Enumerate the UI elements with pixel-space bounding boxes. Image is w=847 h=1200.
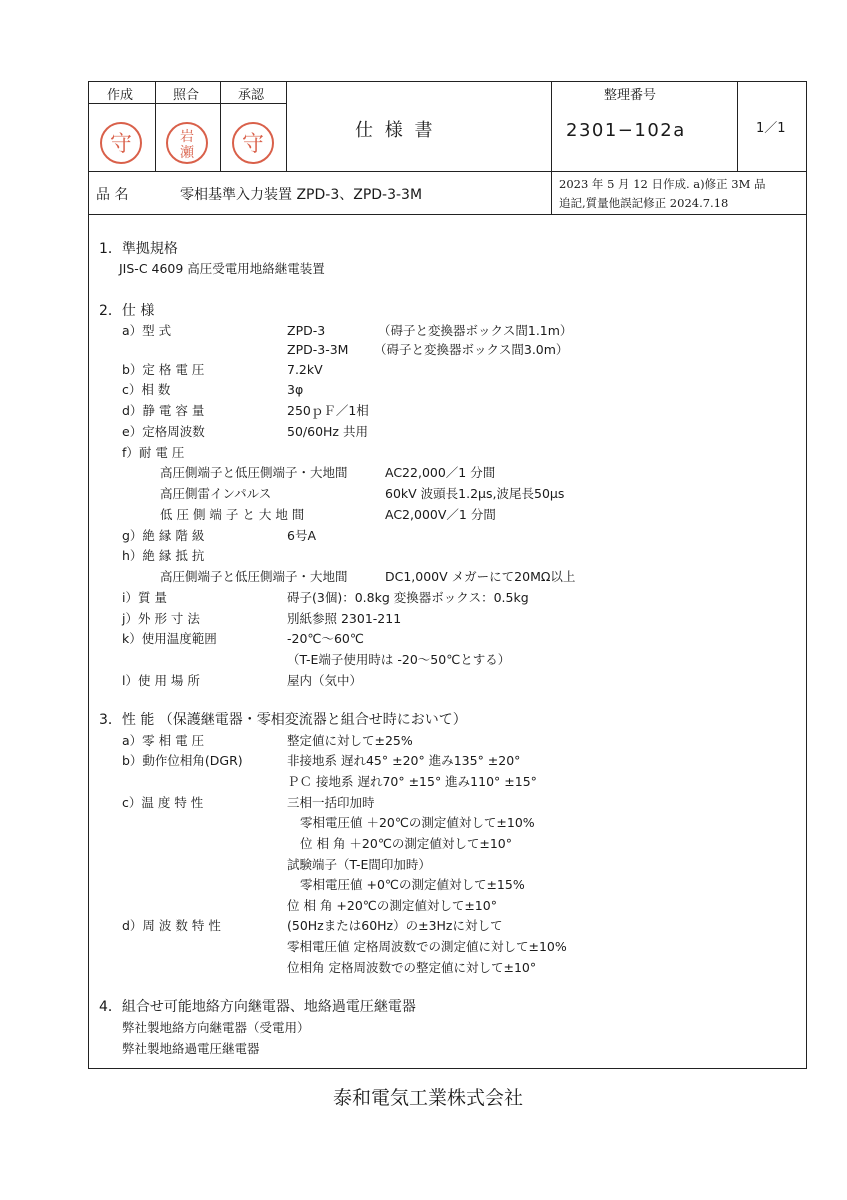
role-label-creator: 作成: [107, 88, 134, 103]
spec-i-value: 碍子(3個)：0.8kg 変換器ボックス：0.5kg: [287, 590, 529, 605]
section4-line-2: 弊社製地絡過電圧継電器: [122, 1041, 260, 1056]
spec-f3-value: AC2,000V／1 分間: [385, 507, 496, 522]
reference-number-label: 整理番号: [604, 88, 657, 103]
header-col-divider-5: [737, 81, 738, 171]
spec-a-note-2: （碍子と変換器ボックス間3.0m）: [374, 342, 569, 357]
section3-heading: 3．性 能 （保護継電器・零相変流器と組合せ時において）: [99, 712, 467, 728]
spec-a-note-1: （碍子と変換器ボックス間1.1m）: [378, 323, 573, 338]
document-title: 仕 様 書: [355, 120, 436, 141]
product-name-label: 品 名: [96, 187, 129, 203]
spec-e-value: 50/60Hz 共用: [287, 424, 368, 439]
spec-j-label: j）外 形 寸 法: [122, 611, 200, 626]
section2-heading: 2．仕 様: [99, 303, 155, 319]
section4-heading: 4．組合せ可能地絡方向継電器、地絡過電圧継電器: [99, 999, 416, 1015]
perf-d-value-2: 零相電圧値 定格周波数での測定値に対して±10%: [287, 939, 567, 954]
perf-a-value: 整定値に対して±25%: [287, 733, 413, 748]
revision-note-line1: 2023 年 5 月 12 日作成. a)修正 3M 品: [559, 177, 766, 191]
seal-creator-stamp: [99, 121, 143, 165]
perf-c-value-6: 位 相 角 +20℃の測定値対して±10°: [287, 898, 497, 913]
spec-a-label: a）型 式: [122, 323, 172, 338]
company-name: 泰和電気工業株式会社: [333, 1087, 524, 1109]
header-col-divider-2: [220, 81, 221, 171]
spec-b-value: 7.2kV: [287, 362, 323, 377]
spec-f1-label: 高圧側端子と低圧側端子・大地間: [160, 465, 348, 480]
spec-c-value: 3φ: [287, 382, 304, 397]
spec-f3-label: 低 圧 側 端 子 と 大 地 間: [160, 507, 305, 522]
header-role-divider: [88, 103, 286, 104]
seal-creator-char: 守: [109, 132, 133, 157]
spec-f2-value: 60kV 波頭長1.2μs,波尾長50μs: [385, 486, 565, 501]
frame-bottom: [88, 1068, 807, 1069]
spec-k-label: k）使用温度範囲: [122, 631, 217, 646]
spec-k-note: （T-E端子使用時は -20～50℃とする）: [287, 652, 511, 667]
perf-a-label: a）零 相 電 圧: [122, 733, 205, 748]
spec-g-value: 6号A: [287, 528, 317, 543]
spec-h-label: h）絶 縁 抵 抗: [122, 548, 205, 563]
perf-b-value-1: 非接地系 遅れ45° ±20° 進み135° ±20°: [287, 753, 521, 768]
seal-approver-stamp: [231, 121, 275, 165]
spec-f-label: f）耐 電 圧: [122, 445, 185, 460]
frame-top: [88, 81, 807, 82]
seal-checker-char-bottom: 瀬: [180, 145, 194, 161]
page-number: 1／1: [756, 121, 786, 136]
role-label-checker: 照合: [173, 88, 200, 103]
spec-l-value: 屋内（気中）: [287, 673, 363, 688]
perf-c-value-5: 零相電圧値 +0℃の測定値対して±15%: [300, 877, 525, 892]
frame-left: [88, 81, 89, 1068]
spec-k-value: -20℃～60℃: [287, 631, 364, 646]
product-name: 零相基準入力装置 ZPD-3、ZPD-3-3M: [180, 187, 423, 203]
section1-heading: 1．準拠規格: [99, 241, 178, 257]
perf-d-label: d）周 波 数 特 性: [122, 918, 221, 933]
spec-d-value: 250ｐＦ／1相: [287, 403, 369, 418]
spec-g-label: g）絶 縁 階 級: [122, 528, 205, 543]
perf-c-value-1: 三相一括印加時: [287, 795, 375, 810]
perf-c-value-4: 試験端子（T-E間印加時）: [287, 857, 431, 872]
perf-d-value-1: (50Hzまたは60Hz）の±3Hzに対して: [287, 918, 503, 933]
spec-f1-value: AC22,000／1 分間: [385, 465, 496, 480]
seal-approver-char: 守: [241, 132, 265, 157]
spec-j-value: 別紙参照 2301-211: [287, 611, 402, 626]
spec-h1-label: 高圧側端子と低圧側端子・大地間: [160, 569, 348, 584]
header-bottom-border: [88, 171, 807, 172]
perf-b-label: b）動作位相角(DGR): [122, 753, 243, 768]
spec-a-value-2: ZPD-3-3M: [287, 342, 349, 357]
section1-text: JIS-C 4609 高圧受電用地絡継電装置: [119, 261, 325, 276]
role-label-approver: 承認: [238, 88, 265, 103]
spec-d-label: d）静 電 容 量: [122, 403, 205, 418]
header-col-divider-1: [155, 81, 156, 171]
spec-i-label: i）質 量: [122, 590, 167, 605]
section4-line-1: 弊社製地絡方向継電器（受電用）: [122, 1020, 310, 1035]
perf-c-value-2: 零相電圧値 ＋20℃の測定値対して±10%: [300, 815, 535, 830]
spec-h1-value: DC1,000V メガーにて20MΩ以上: [385, 569, 576, 584]
spec-a-value-1: ZPD-3: [287, 323, 326, 338]
spec-e-label: e）定格周波数: [122, 424, 205, 439]
spec-l-label: l）使 用 場 所: [122, 673, 200, 688]
perf-c-label: c）温 度 特 性: [122, 795, 204, 810]
revision-note-line2: 追記,質量他誤記修正 2024.7.18: [559, 196, 729, 210]
header-col-divider-4: [551, 81, 552, 214]
reference-number: 2301−102a: [566, 120, 686, 141]
spec-b-label: b）定 格 電 圧: [122, 362, 205, 377]
frame-right: [806, 81, 807, 1068]
product-row-bottom-border: [88, 214, 807, 215]
header-col-divider-3: [286, 81, 287, 171]
perf-c-value-3: 位 相 角 ＋20℃の測定値対して±10°: [300, 836, 512, 851]
perf-d-value-3: 位相角 定格周波数での整定値に対して±10°: [287, 960, 537, 975]
perf-b-value-2: ＰＣ 接地系 遅れ70° ±15° 進み110° ±15°: [287, 774, 537, 789]
spec-f2-label: 高圧側雷インパルス: [160, 486, 272, 501]
seal-checker-stamp: [165, 121, 209, 165]
seal-checker-char-top: 岩: [180, 129, 194, 145]
spec-c-label: c）相 数: [122, 382, 171, 397]
